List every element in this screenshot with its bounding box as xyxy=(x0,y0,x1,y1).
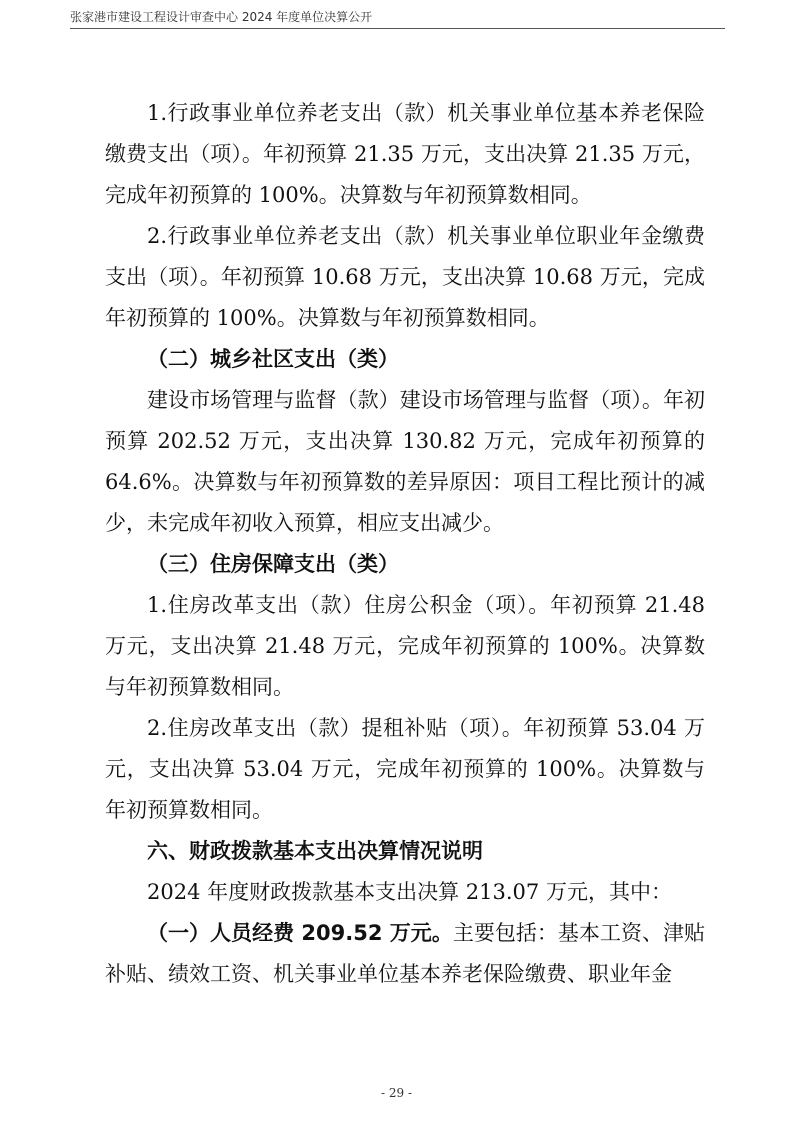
paragraph-housing-fund: 1.住房改革支出（款）住房公积金（项）。年初预算 21.48 万元，支出决算 21.48 万元，完成年初预算的 100%。决算数与年初预算数相同。 xyxy=(105,593,705,699)
section-heading-urban-rural: （二）城乡社区支出（类） xyxy=(147,347,399,371)
paragraph-basic-expenditure-total: 2024 年度财政拨款基本支出决算 213.07 万元，其中： xyxy=(147,880,672,904)
personnel-expenses-detail: 主要包括：基本工资、津贴补贴、绩效工资、机关事业单位基本养老保险缴费、职业年金 xyxy=(105,921,705,986)
personnel-expenses-lead: （一）人员经费 209.52 万元。 xyxy=(147,921,453,945)
section-heading-housing: （三）住房保障支出（类） xyxy=(147,552,399,576)
paragraph-occupational-annuity: 2.行政事业单位养老支出（款）机关事业单位职业年金缴费支出（项）。年初预算 10.68 万元，支出决算 10.68 万元，完成年初预算的 100%。决算数与年初预算数相同。 xyxy=(105,224,705,330)
section-heading-basic-expenditure: 六、财政拨款基本支出决算情况说明 xyxy=(147,839,483,863)
document-body xyxy=(105,93,705,995)
paragraph-personnel-expenses xyxy=(105,913,705,995)
running-header: 张家港市建设工程设计审查中心 2024 年度单位决算公开 xyxy=(70,10,373,24)
paragraph-rent-subsidy: 2.住房改革支出（款）提租补贴（项）。年初预算 53.04 万元，支出决算 53.04 万元，完成年初预算的 100%。决算数与年初预算数相同。 xyxy=(105,716,705,822)
paragraph-construction-market: 建设市场管理与监督（款）建设市场管理与监督（项）。年初预算 202.52 万元，支出决算 130.82 万元，完成年初预算的 64.6%。决算数与年初预算数的差异原因：项目工程比预计的减少，未完成年初收入预算，相应支出减少。 xyxy=(105,388,705,535)
page-number: - 29 - xyxy=(380,1086,412,1100)
paragraph-basic-pension: 1.行政事业单位养老支出（款）机关事业单位基本养老保险缴费支出（项）。年初预算 21.35 万元，支出决算 21.35 万元，完成年初预算的 100%。决算数与年初预算数相同。 xyxy=(105,101,705,207)
header-divider xyxy=(70,28,725,29)
